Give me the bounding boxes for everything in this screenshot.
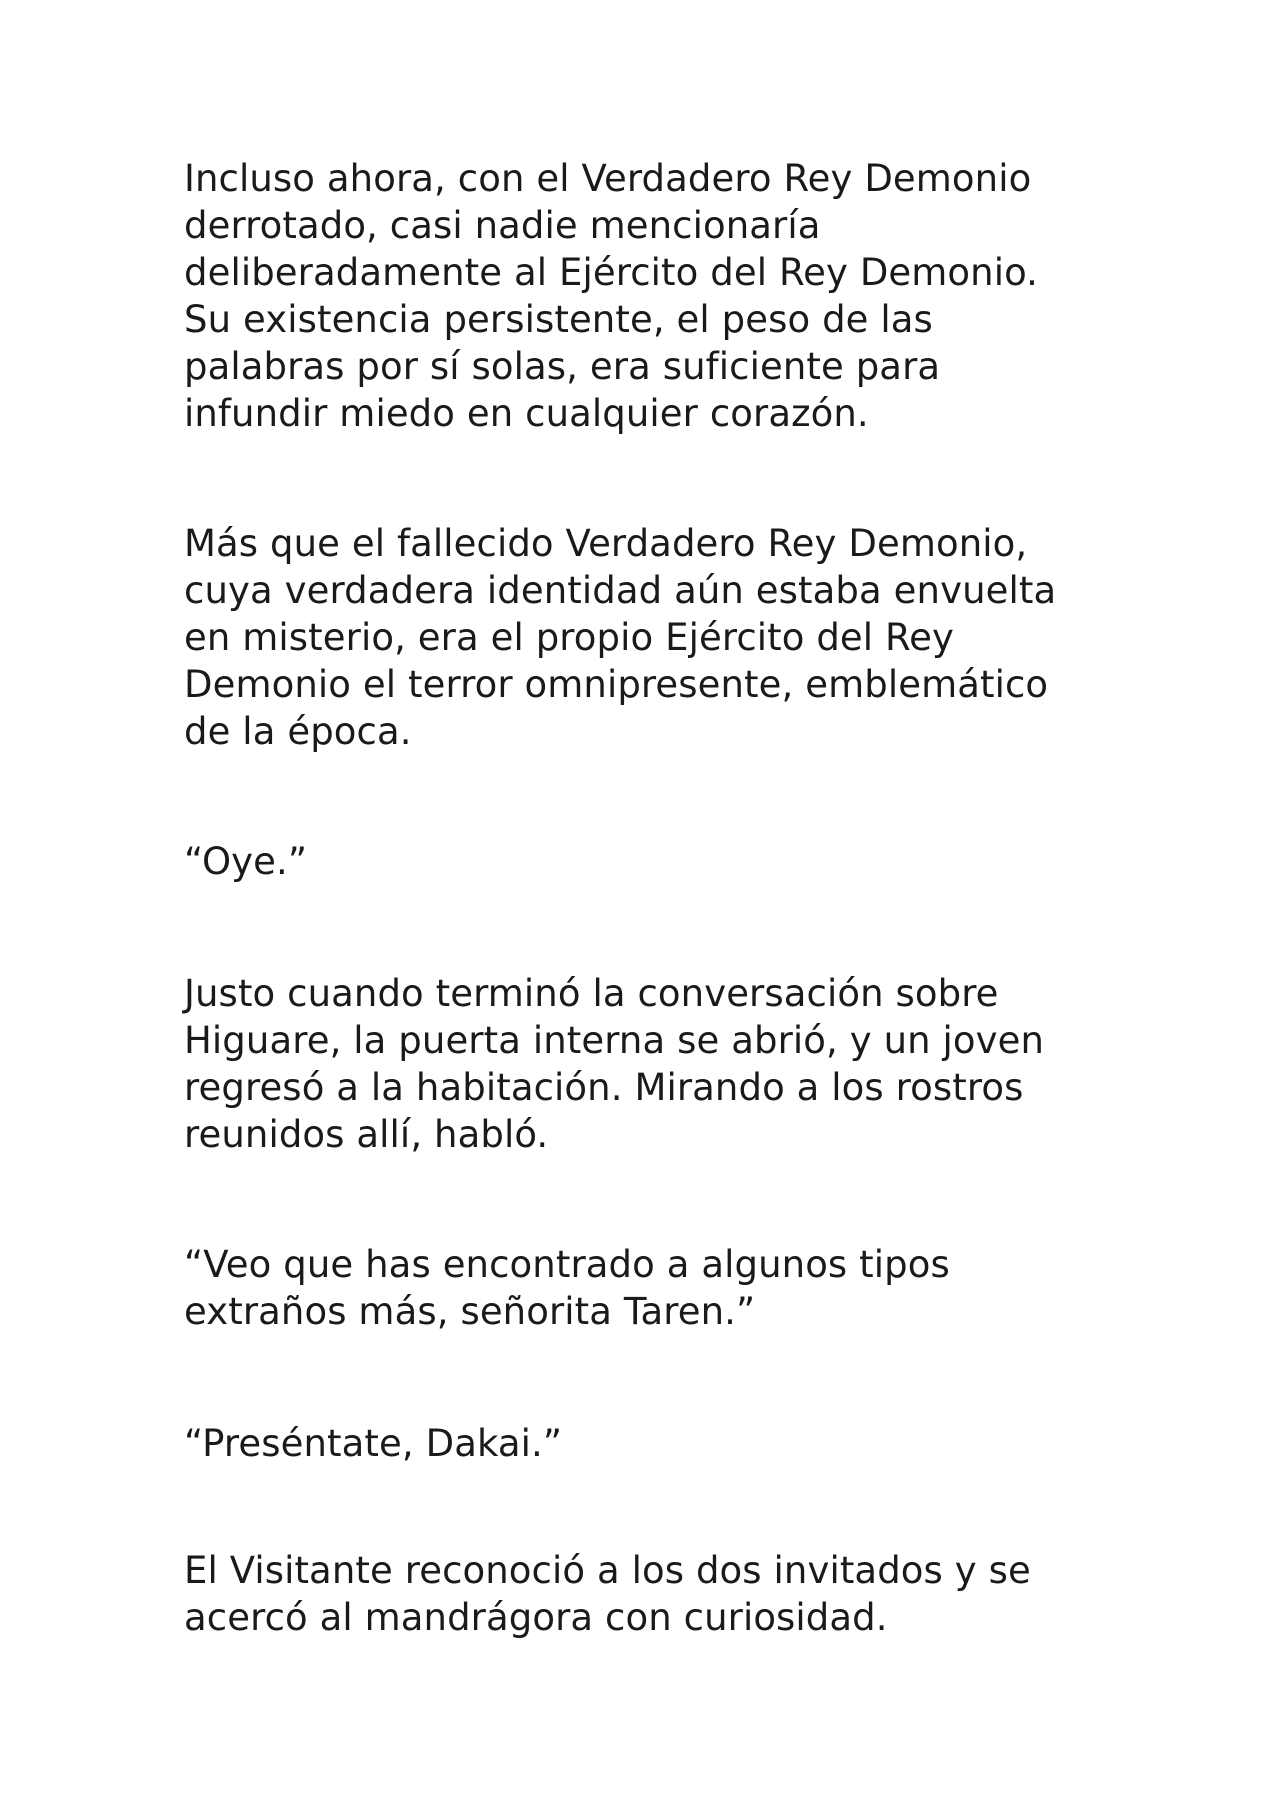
- paragraph-5: [184, 1241, 1104, 1335]
- text-line: Incluso ahora, con el Verdadero Rey Demonio: [184, 157, 1032, 200]
- text-line: “Preséntate, Dakai.”: [184, 1422, 563, 1465]
- paragraph-4: [184, 970, 1104, 1158]
- text-line: reunidos allí, habló.: [184, 1113, 549, 1156]
- paragraph-3: [184, 838, 1104, 885]
- text-line: cuya verdadera identidad aún estaba envuelta: [184, 569, 1057, 612]
- text-line: extraños más, señorita Taren.”: [184, 1290, 756, 1333]
- text-line: palabras por sí solas, era suficiente para: [184, 345, 941, 388]
- paragraph-6: [184, 1420, 1104, 1467]
- text-line: en misterio, era el propio Ejército del Rey: [184, 616, 955, 659]
- paragraph-1: [184, 155, 1104, 437]
- text-line: Demonio el terror omnipresente, emblemático: [184, 663, 1049, 706]
- paragraph-7: [184, 1547, 1104, 1641]
- text-line: Más que el fallecido Verdadero Rey Demonio,: [184, 522, 1028, 565]
- text-line: acercó al mandrágora con curiosidad.: [184, 1596, 888, 1639]
- text-line: Higuare, la puerta interna se abrió, y un joven: [184, 1019, 1045, 1062]
- text-line: El Visitante reconoció a los dos invitados y se: [184, 1549, 1031, 1592]
- text-line: “Oye.”: [184, 840, 308, 883]
- text-line: regresó a la habitación. Mirando a los rostros: [184, 1066, 1024, 1109]
- text-line: Su existencia persistente, el peso de las: [184, 298, 933, 341]
- text-line: derrotado, casi nadie mencionaría: [184, 204, 821, 247]
- text-line: “Veo que has encontrado a algunos tipos: [184, 1243, 950, 1286]
- text-line: de la época.: [184, 710, 412, 753]
- text-line: deliberadamente al Ejército del Rey Demonio.: [184, 251, 1039, 294]
- text-line: infundir miedo en cualquier corazón.: [184, 392, 869, 435]
- paragraph-2: [184, 520, 1104, 755]
- text-line: Justo cuando terminó la conversación sobre: [184, 972, 999, 1015]
